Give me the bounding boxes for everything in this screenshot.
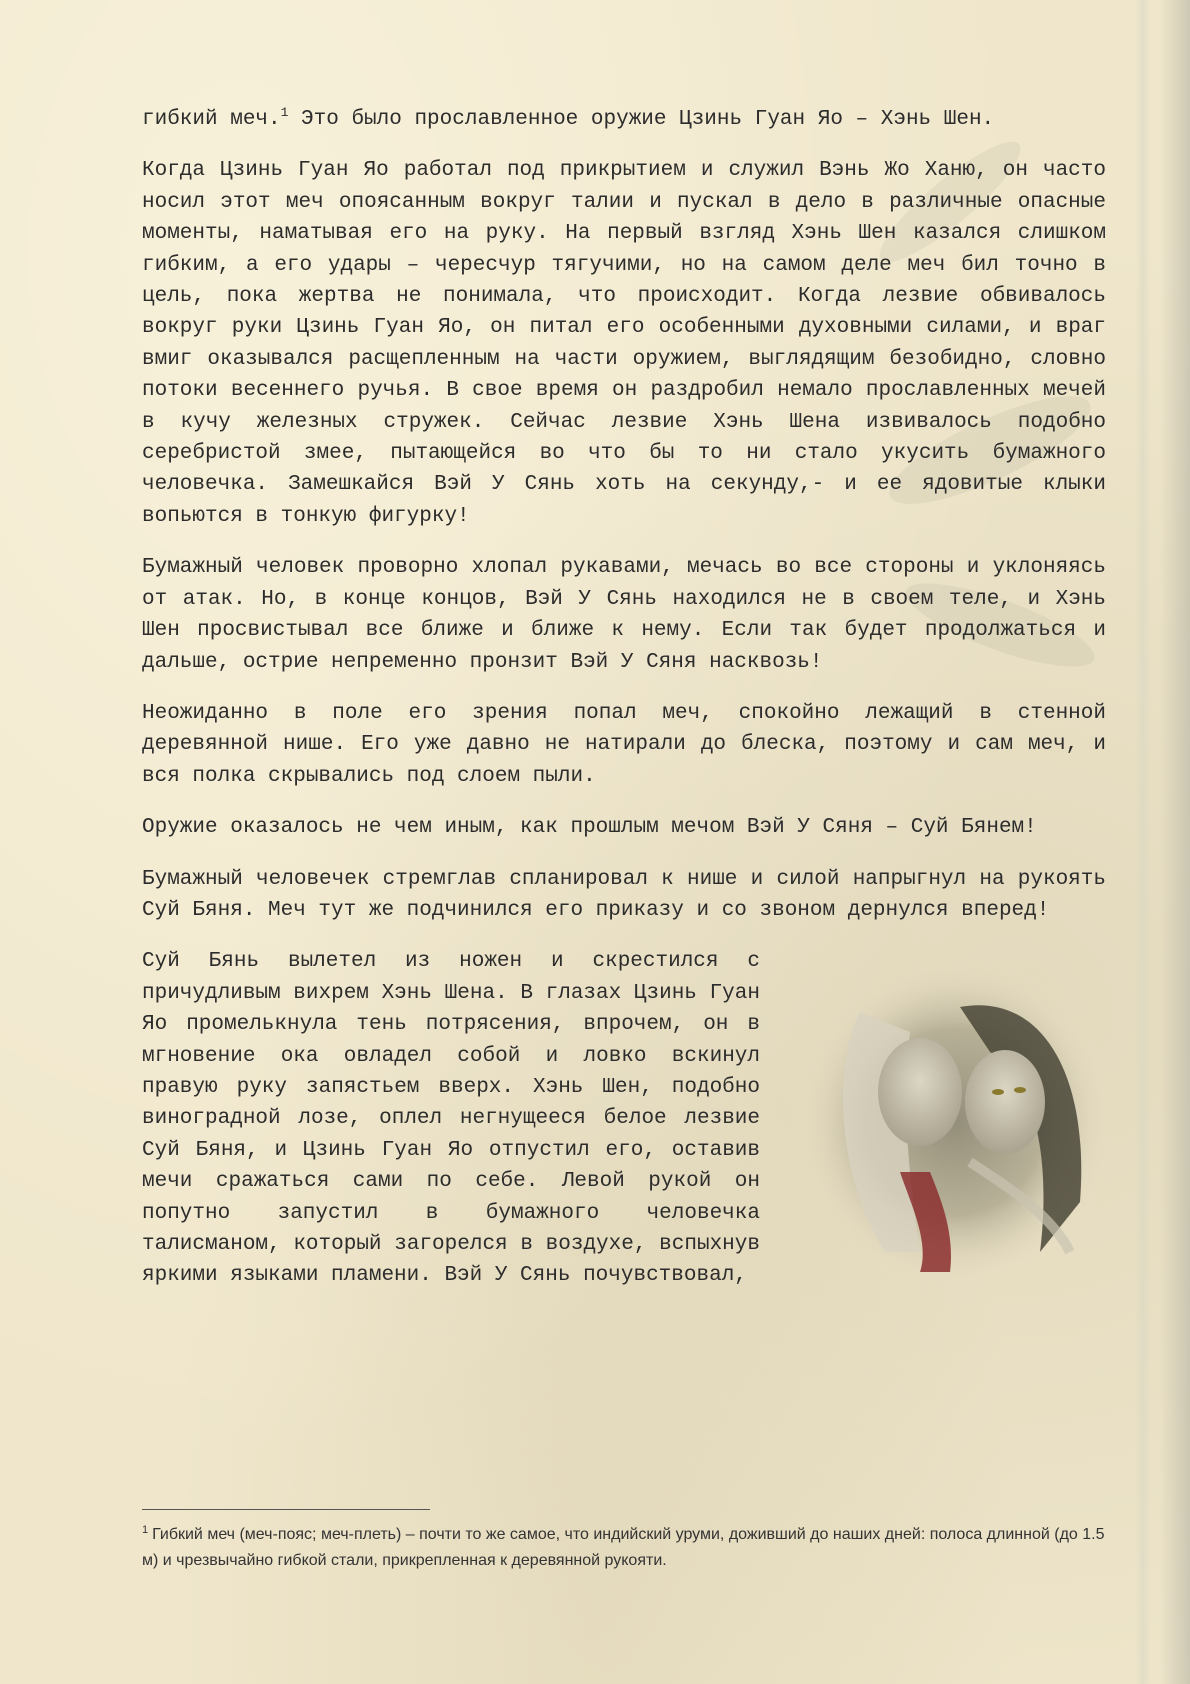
footnote [142, 1522, 1106, 1574]
footnote-text: Гибкий меч (меч-пояс; меч-плеть) – почти то же самое, что индийский уруми, доживший до наших дней: полоса длинной (до 1.5 м) и чрезвычайно гибкой стали, прикрепленная к деревянной рукояти. [142, 1526, 1105, 1569]
paragraph-4: Неожиданно в поле его зрения попал меч, спокойно лежащий в стенной деревянной нише. Его уже давно не натирали до блеска, поэтому и сам меч, и вся полка скрывались под слоем пыли. [142, 701, 1106, 788]
paragraph-1: гибкий меч.$^1$ Это было прославленное оружие Цзинь Гуан Яо – Хэнь Шен. [142, 105, 995, 131]
footnote-divider [142, 1509, 430, 1510]
page-body [142, 104, 1106, 1312]
paragraph-7: Суй Бянь вылетел из ножен и скрестился с причудливым вихрем Хэнь Шена. В глазах Цзинь Гуан Яо промелькнула тень потрясения, впрочем, он в мгновение ока овладел собой и ловко вскинул правую руку запястьем вверх. Хэнь Шен, подобно виноградной лозе, оплел негнущееся белое лезвие Суй Бяня, и Цзинь Гуан Яо отпустил его, оставив мечи сражаться сами по себе. Левой рукой он попутно запустил в бумажного человечка талисманом, который загорелся в воздухе, вспыхнув яркими языками пламени. Вэй У Сянь почувствовал, [142, 950, 760, 1288]
footnote-number: 1 [142, 1523, 149, 1536]
page-edge-decoration [1160, 0, 1190, 1684]
character-illustration [790, 952, 1120, 1292]
bamboo-stalk-decoration [1136, 0, 1150, 1684]
paragraph-5: Оружие оказалось не чем иным, как прошлым мечом Вэй У Сяня – Суй Бянем! [142, 816, 1037, 840]
paragraph-3: Бумажный человек проворно хлопал рукавами, мечась во все стороны и уклоняясь от атак. Но, в конце концов, Вэй У Сянь находился не в своем теле, и Хэнь Шен просвистывал все ближе и ближе к нему. Если так будет продолжаться и дальше, острие непременно пронзит Вэй У Сяня насквозь! [142, 556, 1106, 674]
footnote-reference[interactable]: 1 [280, 105, 289, 120]
paragraph-2: Когда Цзинь Гуан Яо работал под прикрытием и служил Вэнь Жо Ханю, он часто носил этот меч опоясанным вокруг талии и пускал в дело в различные опасные моменты, наматывая его на руку. На первый взгляд Хэнь Шен казался слишком гибким, а его удары – чересчур тягучими, но на самом деле меч бил точно в цель, пока жертва не понимала, что происходит. Когда лезвие обвивалось вокруг руки Цзинь Гуан Яо, он питал его особенными духовными силами, и враг вмиг оказывался расщепленным на части оружием, выглядящим безобидно, словно потоки весеннего ручья. В свое время он раздробил немало прославленных мечей в кучу железных стружек. Сейчас лезвие Хэнь Шена извивалось подобно серебристой змее, пытающейся во что бы то ни стало укусить бумажного человечка. Замешкайся Вэй У Сянь хоть на секунду,- и ее ядовитые клыки вопьются в тонкую фигурку! [142, 159, 1106, 528]
paragraph-6: Бумажный человечек стремглав спланировал к нише и силой напрыгнул на рукоять Суй Бяня. Меч тут же подчинился его приказу и со звоном дернулся вперед! [142, 867, 1106, 922]
